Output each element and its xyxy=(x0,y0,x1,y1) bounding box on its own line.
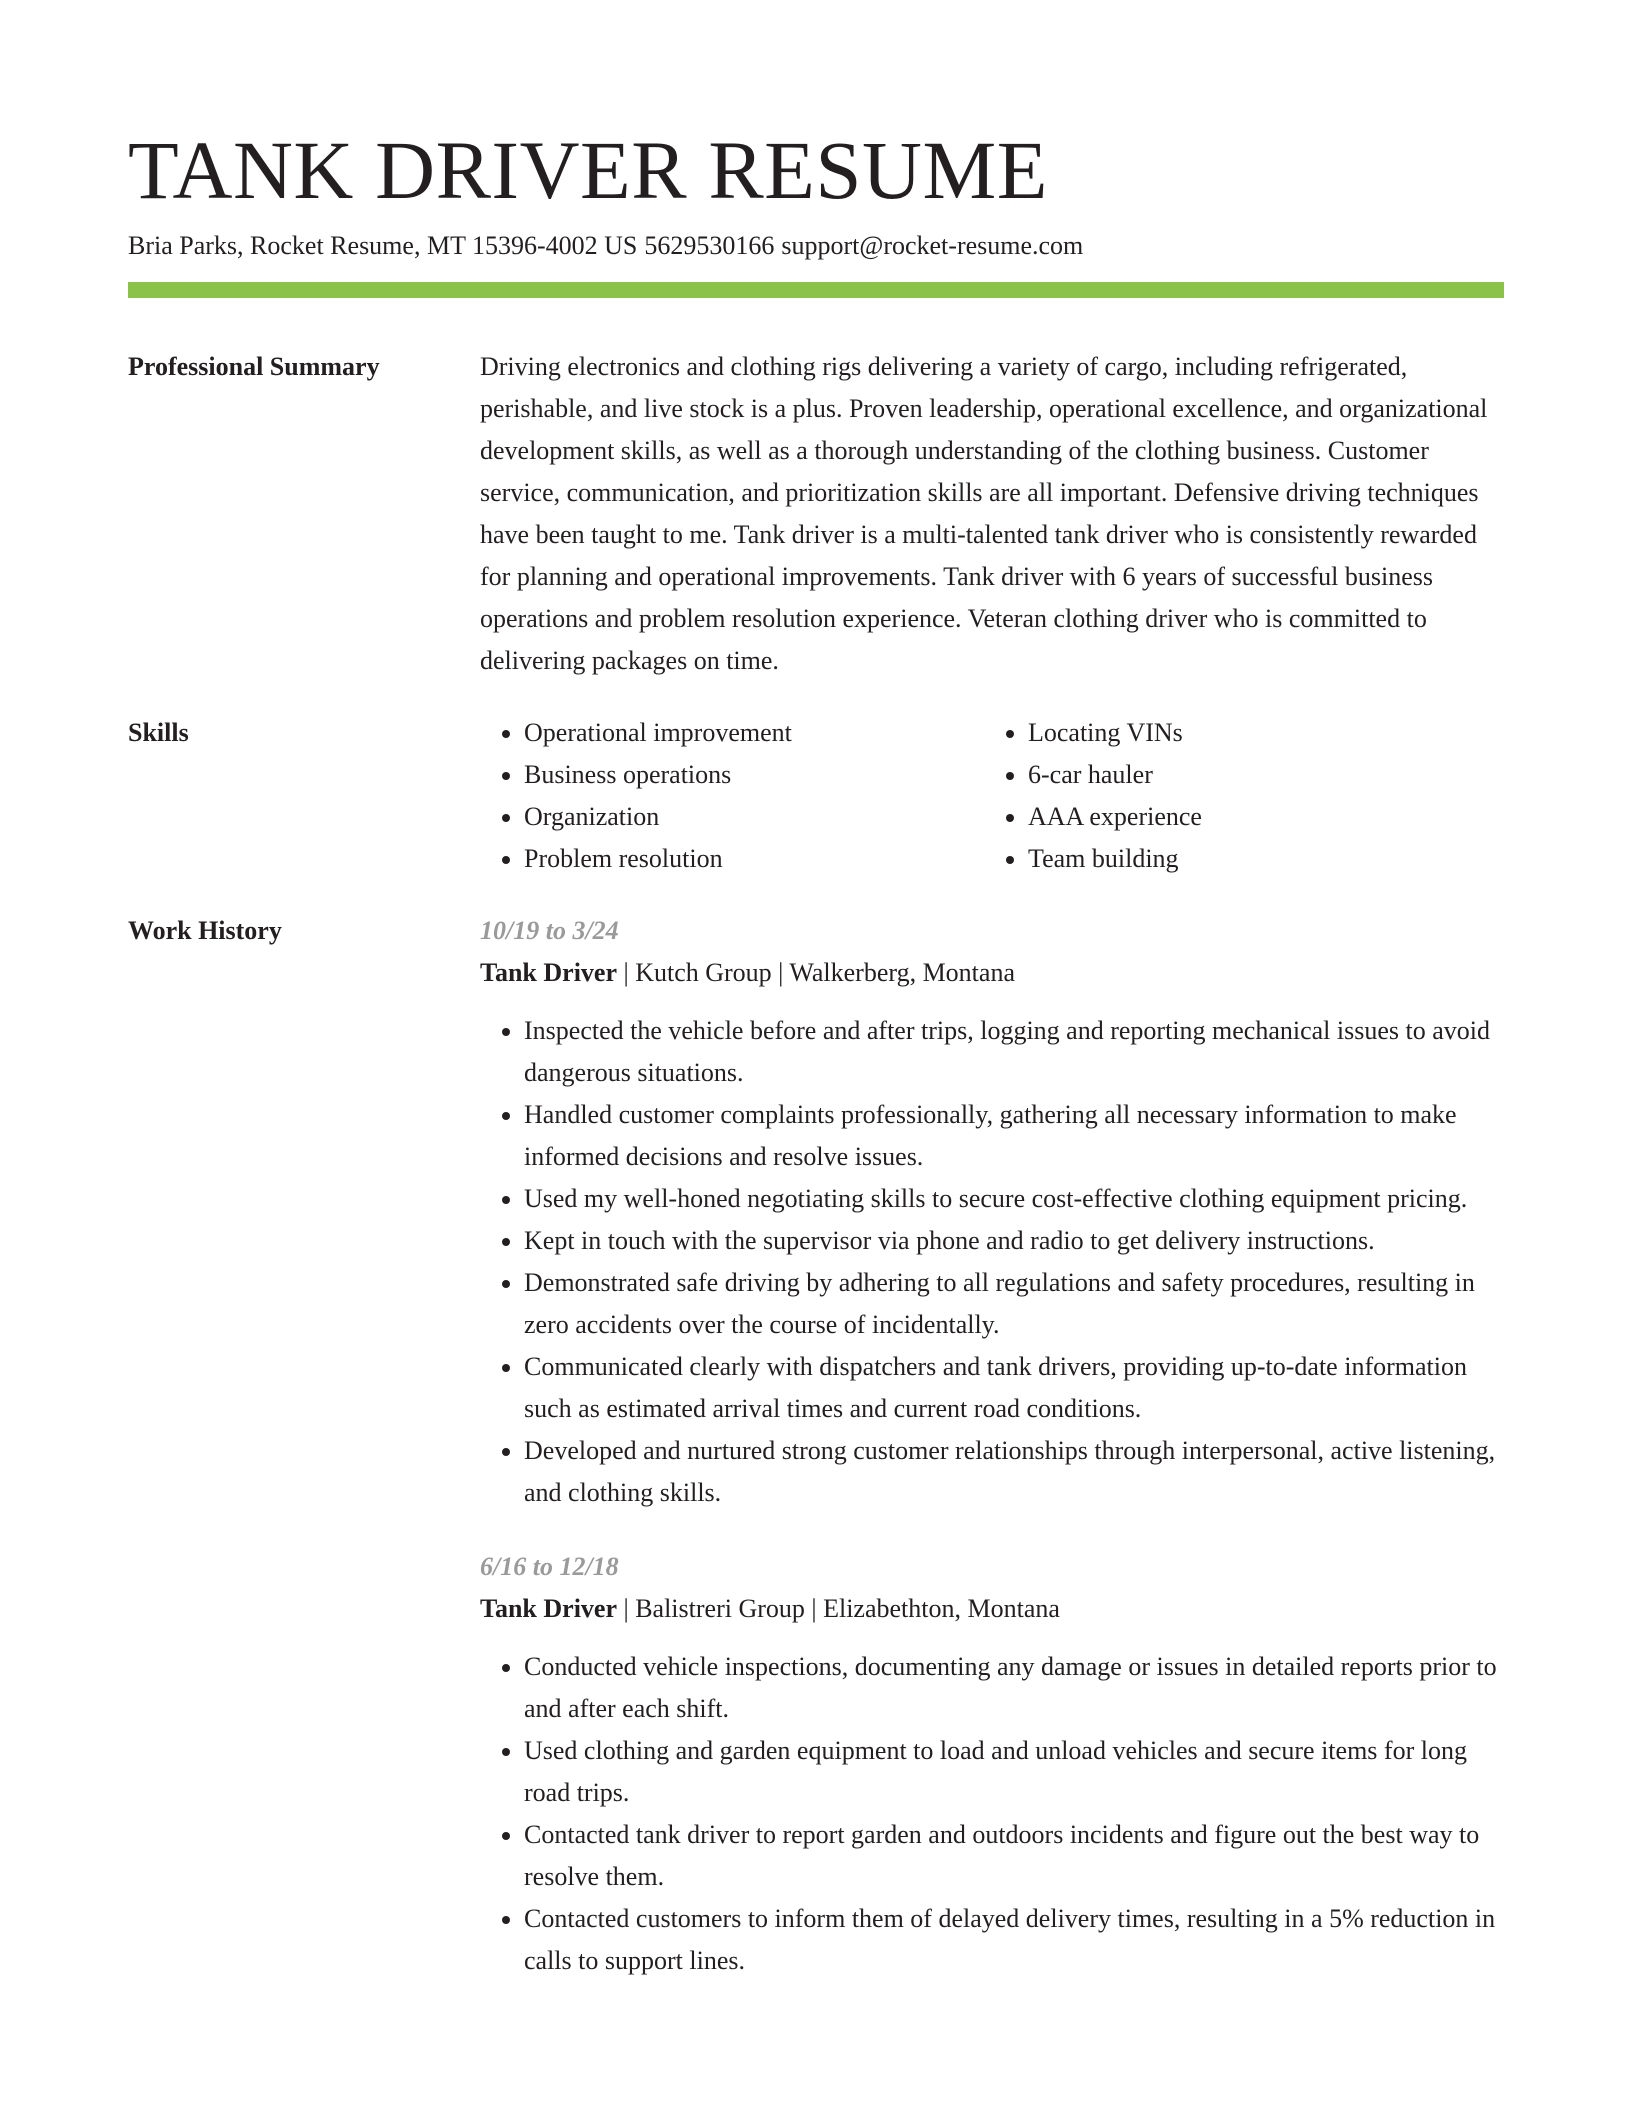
skill-item: • Problem resolution xyxy=(524,838,984,880)
skills-heading: Skills xyxy=(128,718,189,747)
work-history-heading: Work History xyxy=(128,916,282,945)
skills-list-left xyxy=(480,712,984,880)
job-role: Tank Driver xyxy=(480,958,617,987)
duty-item: • Handled customer complaints professionally, gathering all necessary information to make informed decisions and resolve issues. xyxy=(524,1094,1504,1178)
skills-section xyxy=(128,712,1504,880)
job-entry xyxy=(480,1546,1504,1982)
duty-item: • Kept in touch with the supervisor via phone and radio to get delivery instructions. xyxy=(524,1220,1504,1262)
page-title: TANK DRIVER RESUME xyxy=(128,124,1048,216)
duty-item: • Inspected the vehicle before and after trips, logging and reporting mechanical issues to avoid dangerous situations. xyxy=(524,1010,1504,1094)
duty-item: • Contacted tank driver to report garden and outdoors incidents and figure out the best way to resolve them. xyxy=(524,1814,1504,1898)
duty-item: • Contacted customers to inform them of delayed delivery times, resulting in a 5% reduction in calls to support lines. xyxy=(524,1898,1504,1982)
job-duties xyxy=(480,1010,1504,1514)
skill-item: • Team building xyxy=(1028,838,1488,880)
job-header xyxy=(480,952,1504,994)
duty-item: • Demonstrated safe driving by adhering to all regulations and safety procedures, resulting in zero accidents over the course of incidentally. xyxy=(524,1262,1504,1346)
job-dates: 6/16 to 12/18 xyxy=(480,1552,619,1581)
duty-item: • Used clothing and garden equipment to load and unload vehicles and secure items for long road trips. xyxy=(524,1730,1504,1814)
job-duties xyxy=(480,1646,1504,1982)
summary-section xyxy=(128,346,1504,682)
duty-item: • Developed and nurtured strong customer relationships through interpersonal, active listening, and clothing skills. xyxy=(524,1430,1504,1514)
skill-item: • Business operations xyxy=(524,754,984,796)
skills-list-right xyxy=(984,712,1488,880)
skill-item: • Organization xyxy=(524,796,984,838)
skill-item: • 6-car hauler xyxy=(1028,754,1488,796)
resume-page xyxy=(128,120,1504,1982)
skills-grid xyxy=(480,712,1504,880)
contact-line xyxy=(128,228,1504,264)
job-details: | Balistreri Group | Elizabethton, Montana xyxy=(617,1594,1060,1623)
skill-item: • Operational improvement xyxy=(524,712,984,754)
job-header xyxy=(480,1588,1504,1630)
job-role: Tank Driver xyxy=(480,1594,617,1623)
job-dates: 10/19 to 3/24 xyxy=(480,916,619,945)
contact-email: support@rocket-resume.com xyxy=(781,231,1084,260)
job-entry xyxy=(480,910,1504,1514)
work-history-section xyxy=(128,910,1504,1982)
duty-item: • Conducted vehicle inspections, documenting any damage or issues in detailed reports prior to and after each shift. xyxy=(524,1646,1504,1730)
contact-address: Bria Parks, Rocket Resume, MT 15396-4002 US xyxy=(128,231,638,260)
contact-phone: 5629530166 xyxy=(644,231,775,260)
duty-item: • Used my well-honed negotiating skills to secure cost-effective clothing equipment pricing. xyxy=(524,1178,1504,1220)
skill-item: • Locating VINs xyxy=(1028,712,1488,754)
duty-item: • Communicated clearly with dispatchers and tank drivers, providing up-to-date information such as estimated arrival times and current road conditions. xyxy=(524,1346,1504,1430)
summary-text: Driving electronics and clothing rigs delivering a variety of cargo, including refrigerated, perishable, and live stock is a plus. Proven leadership, operational excellence, and organizational development skills, as well as a thorough understanding of the clothing business. Customer service, communication, and prioritization skills are all important. Defensive driving techniques have been taught to me. Tank driver is a multi-talented tank driver who is consistently rewarded for planning and operational improvements. Tank driver with 6 years of successful business operations and problem resolution experience. Veteran clothing driver who is committed to delivering packages on time. xyxy=(480,352,1488,675)
summary-heading: Professional Summary xyxy=(128,352,380,381)
accent-divider xyxy=(128,282,1504,298)
skill-item: • AAA experience xyxy=(1028,796,1488,838)
job-details: | Kutch Group | Walkerberg, Montana xyxy=(617,958,1015,987)
